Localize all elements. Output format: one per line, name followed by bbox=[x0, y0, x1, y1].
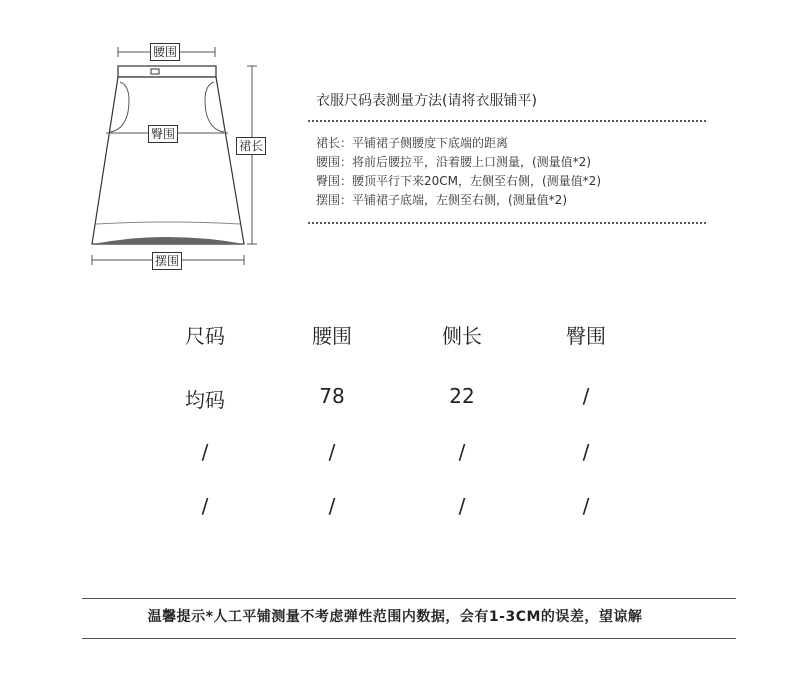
table-cell: / bbox=[328, 440, 336, 464]
method-item-length: 裙长：平铺裙子侧腰度下底端的距离 bbox=[316, 136, 509, 150]
table-cell: / bbox=[201, 494, 209, 518]
skirt-outline-icon bbox=[80, 30, 280, 280]
table-cell: / bbox=[582, 384, 590, 408]
table-header-side-length: 侧长 bbox=[442, 324, 482, 348]
waist-label: 腰围 bbox=[150, 43, 180, 61]
table-cell: / bbox=[582, 440, 590, 464]
hip-label: 臀围 bbox=[148, 125, 178, 143]
table-cell: / bbox=[458, 440, 466, 464]
table-header-size: 尺码 bbox=[185, 324, 225, 348]
dotted-divider-bottom bbox=[308, 222, 706, 224]
footer-divider-bottom bbox=[82, 638, 736, 639]
table-cell: / bbox=[458, 494, 466, 518]
hem-label: 摆围 bbox=[152, 252, 182, 270]
table-cell: / bbox=[201, 440, 209, 464]
table-cell: 均码 bbox=[185, 388, 225, 412]
table-header-waist: 腰围 bbox=[312, 324, 352, 348]
table-cell: / bbox=[582, 494, 590, 518]
method-title: 衣服尺码表测量方法(请将衣服铺平) bbox=[316, 93, 537, 109]
method-item-hem: 摆围：平铺裙子底端，左侧至右侧，(测量值*2) bbox=[316, 193, 567, 207]
skirt-diagram bbox=[80, 30, 280, 280]
footer-note: 温馨提示*人工平铺测量不考虑弹性范围内数据，会有1-3CM的误差，望谅解 bbox=[147, 609, 643, 625]
table-header-hip: 臀围 bbox=[566, 324, 606, 348]
length-label: 裙长 bbox=[236, 137, 266, 155]
dotted-divider-top bbox=[308, 120, 706, 122]
table-cell: 78 bbox=[319, 384, 345, 408]
method-item-hip: 臀围：腰顶平行下来20CM，左侧至右侧，(测量值*2) bbox=[316, 174, 602, 188]
method-list bbox=[316, 134, 601, 210]
footer-divider-top bbox=[82, 598, 736, 599]
table-cell: / bbox=[328, 494, 336, 518]
method-item-waist: 腰围：将前后腰拉平，沿着腰上口测量，(测量值*2) bbox=[316, 155, 591, 169]
table-cell: 22 bbox=[449, 384, 475, 408]
